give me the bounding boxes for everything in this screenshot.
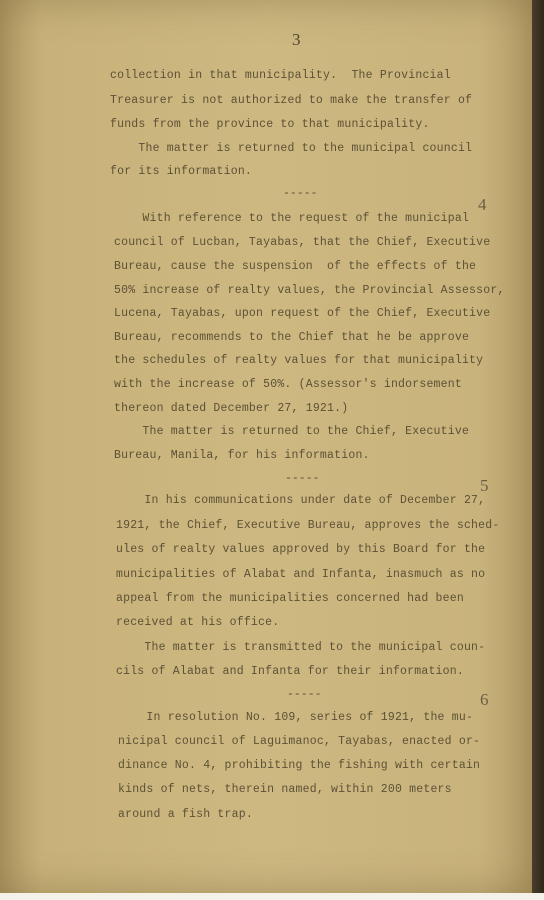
marginal-number: 4 — [478, 195, 487, 214]
section-divider: ----- — [287, 688, 322, 701]
text-line: With reference to the request of the municipal — [114, 212, 470, 225]
text-line: municipalities of Alabat and Infanta, inasmuch as no — [116, 568, 486, 581]
text-line: The matter is transmitted to the municipal coun- — [116, 641, 486, 654]
text-line: received at his office. — [116, 616, 280, 629]
section-divider: ----- — [283, 187, 318, 200]
text-line: thereon dated December 27, 1921.) — [114, 402, 349, 415]
text-line: collection in that municipality. The Provincial — [110, 69, 451, 82]
text-line: The matter is returned to the municipal council — [110, 142, 473, 155]
text-line: 50% increase of realty values, the Provincial Assessor, — [114, 284, 505, 297]
text-line: kinds of nets, therein named, within 200 meters — [118, 783, 452, 796]
text-line: funds from the province to that municipality. — [110, 118, 430, 131]
text-line: appeal from the municipalities concerned had been — [116, 592, 464, 605]
text-line: Bureau, recommends to the Chief that he be approve — [114, 331, 470, 344]
text-line: with the increase of 50%. (Assessor's indorsement — [114, 378, 462, 391]
text-line: ules of realty values approved by this Board for the — [116, 543, 486, 556]
text-line: cils of Alabat and Infanta for their information. — [116, 665, 464, 678]
book-spine — [532, 0, 544, 893]
text-line: Treasurer is not authorized to make the transfer of — [110, 94, 473, 107]
text-line: In resolution No. 109, series of 1921, the mu- — [118, 711, 474, 724]
page-number: 3 — [292, 30, 301, 49]
marginal-number: 6 — [480, 690, 489, 709]
text-line: The matter is returned to the Chief, Executive — [114, 425, 470, 438]
section-divider: ----- — [285, 472, 320, 485]
text-line: Lucena, Tayabas, upon request of the Chief, Executive — [114, 307, 491, 320]
text-line: Bureau, cause the suspension of the effects of the — [114, 260, 477, 273]
text-line: around a fish trap. — [118, 808, 253, 821]
text-line: In his communications under date of December 27, — [116, 494, 486, 507]
text-line: dinance No. 4, prohibiting the fishing with certain — [118, 759, 481, 772]
text-line: council of Lucban, Tayabas, that the Chief, Executive — [114, 236, 491, 249]
text-line: the schedules of realty values for that municipality — [114, 354, 484, 367]
text-line: nicipal council of Laguimanoc, Tayabas, enacted or- — [118, 735, 481, 748]
scan-footer — [0, 893, 544, 900]
text-line: 1921, the Chief, Executive Bureau, approves the sched- — [116, 519, 500, 532]
text-line: Bureau, Manila, for his information. — [114, 449, 370, 462]
text-line: for its information. — [110, 165, 253, 178]
marginal-number: 5 — [480, 476, 489, 495]
